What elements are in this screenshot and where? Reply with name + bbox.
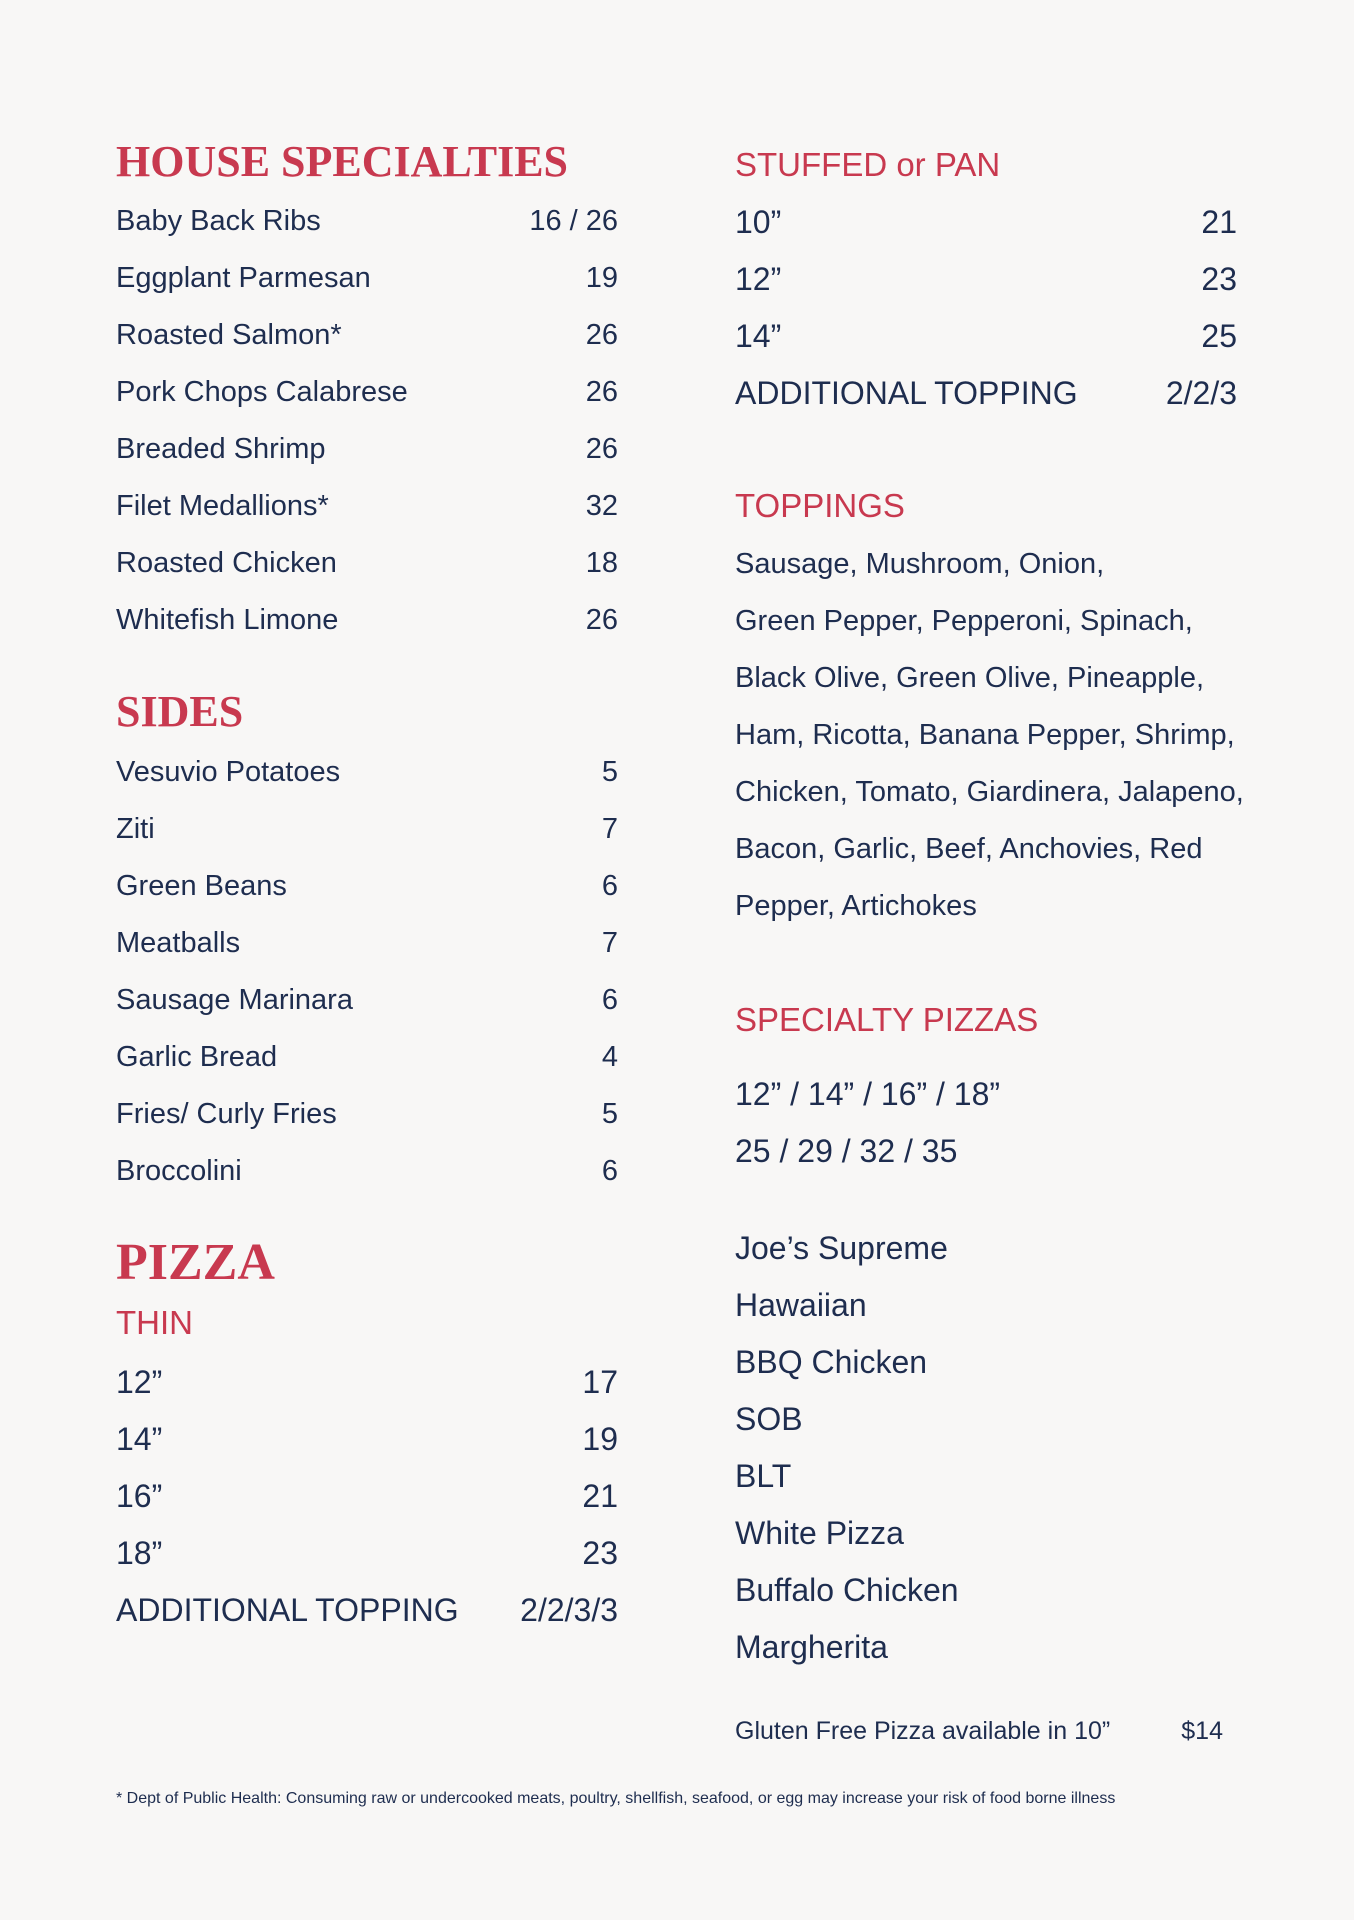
toppings-line: Bacon, Garlic, Beef, Anchovies, Red [735, 833, 1203, 865]
menu-item [116, 435, 618, 464]
item-name: ADDITIONAL TOPPING [735, 375, 1078, 411]
item-name: Garlic Bread [116, 1041, 278, 1073]
list-item: SOB [735, 1401, 803, 1437]
item-name: Baby Back Ribs [116, 205, 321, 237]
list-item: Buffalo Chicken [735, 1572, 959, 1608]
item-price: 5 [601, 1098, 618, 1130]
item-name: Whitefish Limone [116, 604, 339, 636]
item-name: Roasted Chicken [116, 547, 337, 579]
toppings-line: Black Olive, Green Olive, Pineapple, [735, 662, 1205, 694]
item-name: Fries/ Curly Fries [116, 1098, 337, 1130]
menu-item [735, 320, 1237, 352]
menu-item [116, 1537, 618, 1569]
item-name: 14” [735, 318, 782, 354]
specialty-pizzas-heading: SPECIALTY PIZZAS [735, 1001, 1039, 1038]
menu-item [116, 264, 618, 293]
item-price: 6 [601, 870, 618, 902]
item-price: 25 [1201, 318, 1237, 354]
menu-item [116, 1594, 618, 1626]
item-price: 7 [601, 813, 618, 845]
menu-item [116, 606, 618, 635]
toppings-line: Pepper, Artichokes [735, 890, 977, 922]
menu-item [116, 1100, 618, 1129]
menu-item [116, 929, 618, 958]
list-item: Hawaiian [735, 1287, 867, 1323]
item-price: 19 [585, 262, 618, 294]
list-item: Margherita [735, 1629, 888, 1665]
item-name: 12” [116, 1364, 163, 1400]
menu-item [735, 263, 1237, 295]
stuffed-or-pan-heading: STUFFED or PAN [735, 146, 1001, 183]
item-price: 5 [601, 756, 618, 788]
item-name: Vesuvio Potatoes [116, 756, 341, 788]
specialty-sizes: 12” / 14” / 16” / 18” [735, 1076, 1001, 1112]
specialty-prices: 25 / 29 / 32 / 35 [735, 1133, 958, 1169]
item-price: 17 [582, 1364, 618, 1400]
item-price: 32 [585, 490, 618, 522]
gluten-free-label: Gluten Free Pizza available in 10” [735, 1717, 1111, 1745]
item-name: 14” [116, 1421, 163, 1457]
menu-item [116, 1157, 618, 1186]
menu-item [116, 549, 618, 578]
item-price: 21 [1201, 204, 1237, 240]
item-name: 18” [116, 1535, 163, 1571]
house-specialties-heading: HOUSE SPECIALTIES [116, 137, 569, 186]
public-health-footnote: * Dept of Public Health: Consuming raw or undercooked meats, poultry, shellfish, seafood, or egg may increase your risk of food borne illness [116, 1790, 1116, 1807]
item-price: 23 [1201, 261, 1237, 297]
item-name: 10” [735, 204, 782, 240]
menu-item [116, 986, 618, 1015]
menu-item [116, 1480, 618, 1512]
item-name: Ziti [116, 813, 155, 845]
toppings-line: Sausage, Mushroom, Onion, [735, 548, 1105, 580]
list-item: BBQ Chicken [735, 1344, 928, 1380]
item-name: 12” [735, 261, 782, 297]
item-name: Eggplant Parmesan [116, 262, 371, 294]
toppings-line: Green Pepper, Pepperoni, Spinach, [735, 605, 1193, 637]
gluten-free-price: $14 [1181, 1717, 1223, 1745]
item-name: Meatballs [116, 927, 241, 959]
item-price: 23 [582, 1535, 618, 1571]
menu-item [116, 815, 618, 844]
menu-item [116, 378, 618, 407]
menu-item [116, 207, 618, 236]
toppings-heading: TOPPINGS [735, 487, 905, 524]
thin-heading: THIN [116, 1304, 193, 1341]
menu-item [116, 1423, 618, 1455]
item-price: 26 [585, 319, 618, 351]
item-price: 26 [585, 433, 618, 465]
menu-item [116, 872, 618, 901]
sides-heading: SIDES [116, 687, 244, 736]
toppings-line: Chicken, Tomato, Giardinera, Jalapeno, [735, 776, 1244, 808]
list-item: White Pizza [735, 1515, 904, 1551]
menu-item [116, 758, 618, 787]
list-item: BLT [735, 1458, 792, 1494]
list-item: Joe’s Supreme [735, 1230, 948, 1266]
item-price: 6 [601, 984, 618, 1016]
item-price: 18 [585, 547, 618, 579]
item-name: Sausage Marinara [116, 984, 353, 1016]
item-price: 2/2/3 [1165, 375, 1237, 411]
toppings-line: Ham, Ricotta, Banana Pepper, Shrimp, [735, 719, 1235, 751]
item-name: Breaded Shrimp [116, 433, 326, 465]
item-name: 16” [116, 1478, 163, 1514]
item-name: Filet Medallions* [116, 490, 329, 522]
menu-item [116, 492, 618, 521]
item-price: 26 [585, 376, 618, 408]
item-price: 4 [601, 1041, 618, 1073]
item-price: 19 [582, 1421, 618, 1457]
menu-item [116, 321, 618, 350]
item-name: Broccolini [116, 1155, 242, 1187]
item-price: 6 [601, 1155, 618, 1187]
item-name: Roasted Salmon* [116, 319, 342, 351]
gluten-free-note [735, 1719, 1223, 1744]
item-price: 2/2/3/3 [520, 1592, 618, 1628]
item-price: 21 [582, 1478, 618, 1514]
item-price: 7 [601, 927, 618, 959]
pizza-heading: PIZZA [116, 1234, 275, 1291]
item-name: Pork Chops Calabrese [116, 376, 408, 408]
menu-item [116, 1366, 618, 1398]
menu-item [116, 1043, 618, 1072]
menu-item [735, 377, 1237, 409]
item-price: 16 / 26 [529, 205, 618, 237]
item-name: Green Beans [116, 870, 287, 902]
item-price: 26 [585, 604, 618, 636]
item-name: ADDITIONAL TOPPING [116, 1592, 459, 1628]
menu-item [735, 206, 1237, 238]
